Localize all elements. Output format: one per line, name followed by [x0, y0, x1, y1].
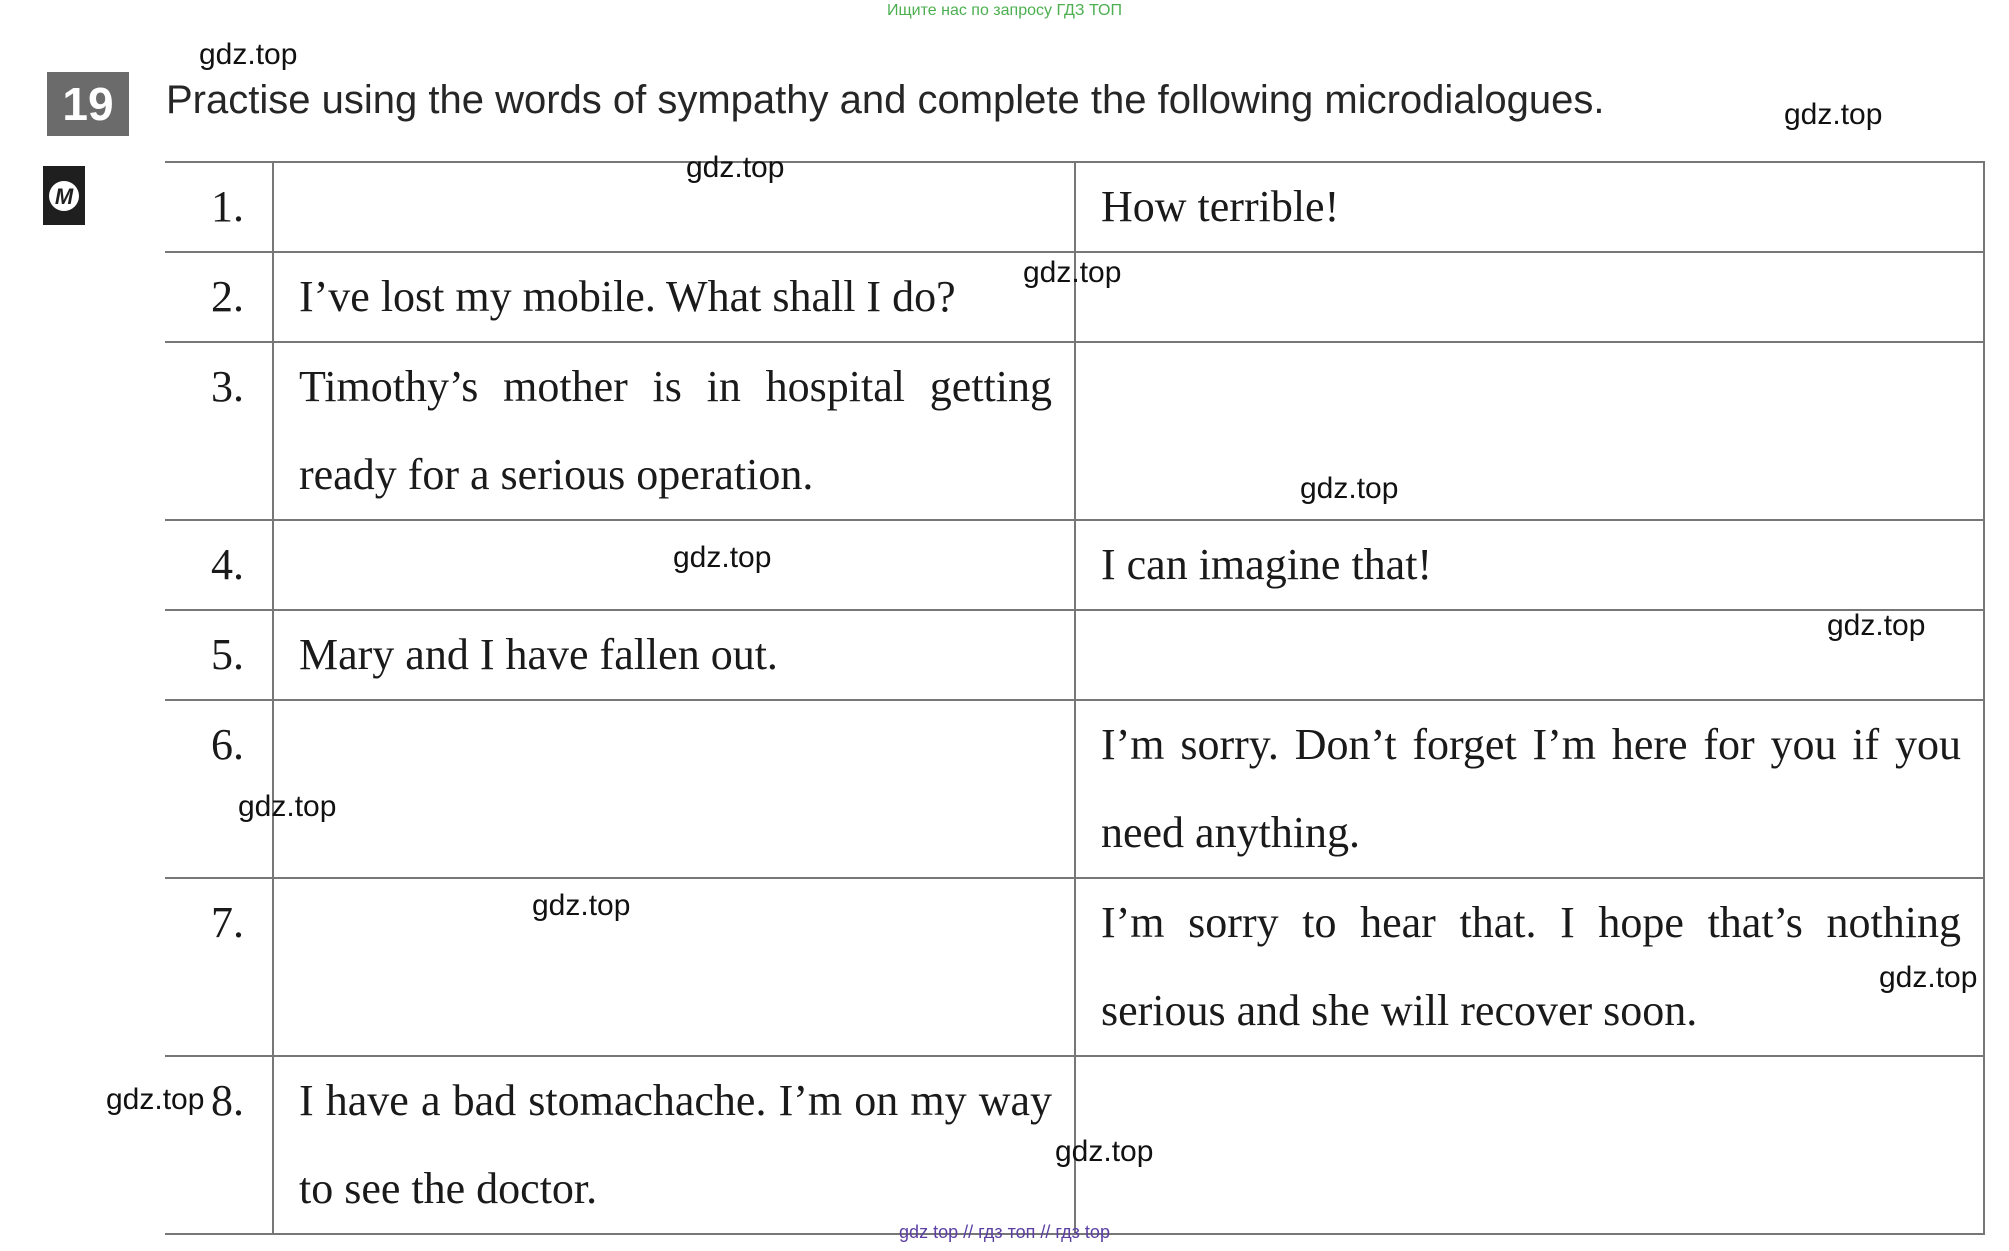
prompt-cell[interactable]: I have a bad stomachache. I’m on my way to see the doctor.	[274, 1057, 1076, 1233]
exercise-instruction: Practise using the words of sympathy and complete the following microdialogues.	[166, 78, 1605, 122]
watermark: gdz.top	[1827, 609, 1926, 642]
watermark: gdz.top	[1784, 98, 1883, 131]
prompt-cell[interactable]: Mary and I have fallen out.	[274, 611, 1076, 699]
m-badge-letter: M	[54, 183, 74, 209]
row-number: 1.	[165, 163, 274, 251]
table-row	[165, 879, 1985, 1057]
watermark: gdz.top	[106, 1083, 205, 1116]
row-number: 5.	[165, 611, 274, 699]
prompt-cell[interactable]	[274, 163, 1076, 251]
table-row	[165, 701, 1985, 879]
watermark: gdz.top	[1055, 1135, 1154, 1168]
watermark: gdz.top	[1879, 961, 1978, 994]
watermark: gdz.top	[532, 889, 631, 922]
prompt-cell[interactable]: Timothy’s mother is in hospital getting ready for a serious operation.	[274, 343, 1076, 519]
watermark: gdz.top	[686, 151, 785, 184]
watermark: gdz.top	[238, 790, 337, 823]
prompt-cell[interactable]: I’ve lost my mobile. What shall I do?	[274, 253, 1076, 341]
table-row	[165, 163, 1985, 253]
row-number: 6.	[165, 701, 274, 877]
row-number: 7.	[165, 879, 274, 1055]
dialogue-table	[165, 161, 1985, 1235]
watermark: gdz.top	[673, 541, 772, 574]
response-cell[interactable]	[1076, 253, 1985, 341]
response-cell[interactable]: I can imagine that!	[1076, 521, 1985, 609]
prompt-cell[interactable]	[274, 879, 1076, 1055]
response-cell[interactable]	[1076, 343, 1985, 519]
footer: gdz top // гдз топ // гдз top	[899, 1222, 1110, 1242]
table-row	[165, 521, 1985, 611]
watermark: gdz.top	[199, 38, 298, 71]
row-number: 3.	[165, 343, 274, 519]
table-row	[165, 611, 1985, 701]
response-cell[interactable]: How terrible!	[1076, 163, 1985, 251]
top-banner: Ищите нас по запросу ГДЗ ТОП	[887, 2, 1122, 19]
row-number: 2.	[165, 253, 274, 341]
watermark: gdz.top	[1023, 256, 1122, 289]
response-cell[interactable]	[1076, 1057, 1985, 1233]
prompt-cell[interactable]	[274, 701, 1076, 877]
row-number: 4.	[165, 521, 274, 609]
table-row	[165, 343, 1985, 521]
exercise-number: 19	[47, 72, 129, 136]
m-badge-icon	[43, 166, 85, 225]
response-cell[interactable]: I’m sorry. Don’t forget I’m here for you if you need anything.	[1076, 701, 1985, 877]
row-number: 8.	[165, 1057, 274, 1233]
response-cell[interactable]: I’m sorry to hear that. I hope that’s nothing serious and she will recover soon.	[1076, 879, 1985, 1055]
watermark: gdz.top	[1300, 472, 1399, 505]
